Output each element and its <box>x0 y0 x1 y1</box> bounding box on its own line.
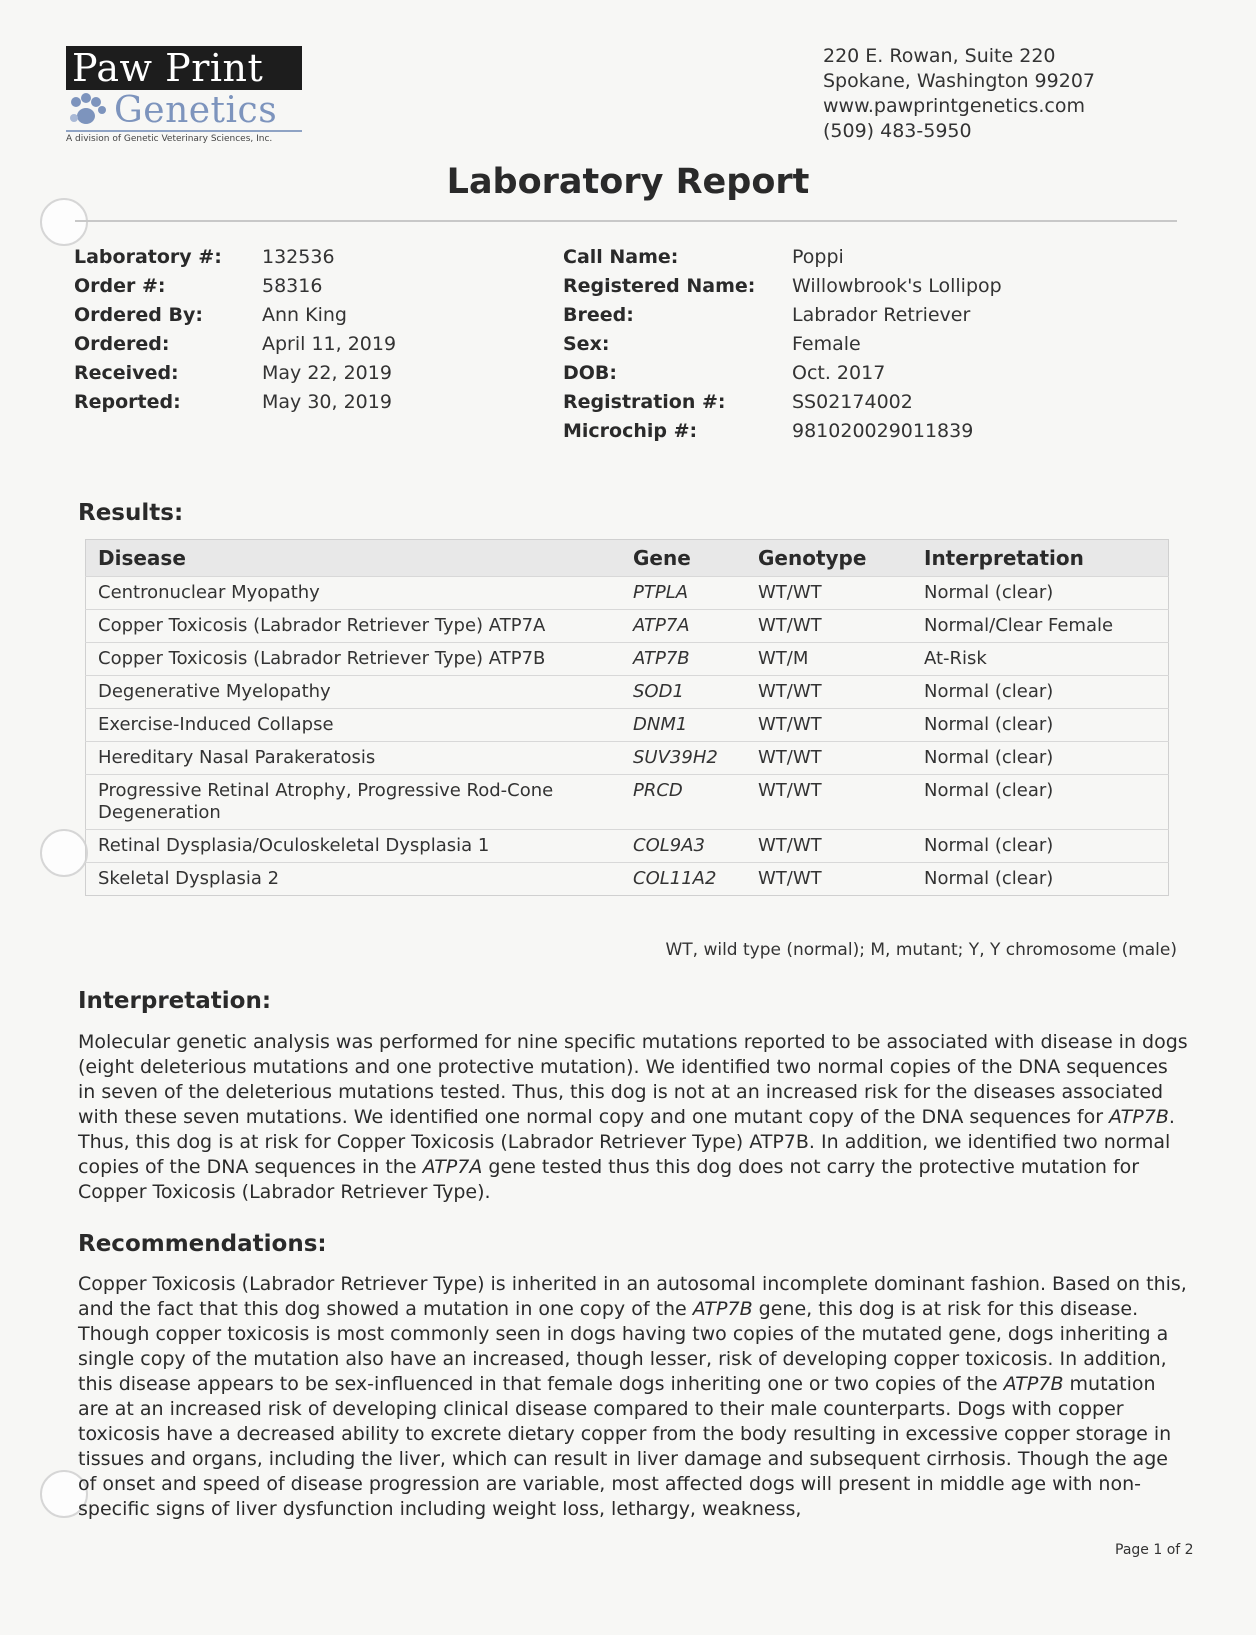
dog-info <box>563 242 1002 445</box>
text-run: gene tested thus this dog does not carry the protective mutation for Copper Toxicosis (Labrador Retriever Type). <box>78 1156 1140 1203</box>
info-value: 981020029011839 <box>792 419 974 442</box>
cell-genotype: WT/WT <box>746 742 912 775</box>
info-label: Call Name: <box>563 245 679 268</box>
info-row <box>74 387 396 416</box>
info-label: Ordered: <box>74 332 170 355</box>
info-value: 58316 <box>262 274 323 297</box>
info-label: Registered Name: <box>563 274 756 297</box>
table-row <box>86 863 1169 896</box>
cell-interpretation: Normal (clear) <box>912 863 1169 896</box>
text-run: Copper Toxicosis (Labrador Retriever Type) is inherited in an autosomal incomplete dominant fashion. Based on this, and the fact that this dog showed a mutation in one copy of the <box>78 1273 1187 1320</box>
info-label: Sex: <box>563 332 610 355</box>
info-value: May 22, 2019 <box>262 361 392 384</box>
cell-disease: Progressive Retinal Atrophy, Progressive Rod-Cone Degeneration <box>86 775 622 830</box>
table-row <box>86 676 1169 709</box>
table-row <box>86 577 1169 610</box>
address-phone: (509) 483-5950 <box>823 120 972 142</box>
interpretation-heading: Interpretation: <box>78 988 272 1014</box>
logo-subtitle: A division of Genetic Veterinary Sciences, Inc. <box>66 134 273 144</box>
cell-interpretation: Normal (clear) <box>912 830 1169 863</box>
cell-disease: Copper Toxicosis (Labrador Retriever Type) ATP7B <box>86 643 622 676</box>
cell-gene: COL11A2 <box>621 863 746 896</box>
text-run: mutation are at an increased risk of developing clinical disease compared to their male counterparts. Dogs with copper toxicosis have a decreased ability to excrete dietary copper from the body resulting in excessive copper storage in tissues and organs, including the liver, which can result in liver damage and subsequent cirrhosis. Though the age of onset and speed of disease progression are variable, most affected dogs will present in middle age with non-specific signs of liver dysfunction including weight loss, lethargy, weakness, <box>78 1373 1172 1520</box>
company-logo <box>66 46 302 144</box>
cell-genotype: WT/WT <box>746 709 912 742</box>
info-row <box>74 300 396 329</box>
title-divider <box>75 220 1177 222</box>
gene-name: ATP7A <box>422 1156 483 1178</box>
info-label: Registration #: <box>563 390 726 413</box>
info-row <box>563 416 1002 445</box>
info-row <box>74 358 396 387</box>
info-row <box>563 271 1002 300</box>
cell-gene: PRCD <box>621 775 746 830</box>
cell-disease: Retinal Dysplasia/Oculoskeletal Dysplasia 1 <box>86 830 622 863</box>
column-header-genotype: Genotype <box>746 540 912 577</box>
cell-genotype: WT/WT <box>746 610 912 643</box>
info-label: DOB: <box>563 361 618 384</box>
cell-interpretation: Normal (clear) <box>912 775 1169 830</box>
cell-interpretation: Normal/Clear Female <box>912 610 1169 643</box>
table-row <box>86 830 1169 863</box>
text-run: gene, this dog is at risk for this disease. Though copper toxicosis is most commonly seen in dogs having two copies of the mutated gene, dogs inheriting a single copy of the mutation also have an increased, though lesser, risk of developing copper toxicosis. In addition, this disease appears to be sex-influenced in that female dogs inheriting one or two copies of the <box>78 1298 1169 1395</box>
cell-disease: Skeletal Dysplasia 2 <box>86 863 622 896</box>
address-web[interactable]: www.pawprintgenetics.com <box>823 95 1085 117</box>
info-label: Microchip #: <box>563 419 698 442</box>
paw-icon <box>66 92 110 128</box>
logo-line1: Paw Print <box>66 46 302 90</box>
info-row <box>74 329 396 358</box>
text-run: . Thus, this dog is at risk for Copper Toxicosis (Labrador Retriever Type) ATP7B. In addition, we identified two normal copies of the DNA sequences in the <box>78 1106 1175 1178</box>
cell-interpretation: Normal (clear) <box>912 709 1169 742</box>
info-row <box>563 329 1002 358</box>
info-value: Oct. 2017 <box>792 361 886 384</box>
company-address <box>823 44 1095 144</box>
table-row <box>86 709 1169 742</box>
info-row <box>74 242 396 271</box>
info-label: Breed: <box>563 303 634 326</box>
info-label: Reported: <box>74 390 181 413</box>
cell-genotype: WT/M <box>746 643 912 676</box>
info-row <box>563 300 1002 329</box>
hole-punch-top <box>40 198 88 246</box>
cell-gene: COL9A3 <box>621 830 746 863</box>
info-label: Laboratory #: <box>74 245 222 268</box>
cell-interpretation: Normal (clear) <box>912 742 1169 775</box>
info-label: Order #: <box>74 274 166 297</box>
cell-gene: PTPLA <box>621 577 746 610</box>
hole-punch-middle <box>40 829 88 877</box>
gene-name: ATP7B <box>692 1298 753 1320</box>
table-row <box>86 610 1169 643</box>
info-value: May 30, 2019 <box>262 390 392 413</box>
recommendations-paragraph <box>78 1272 1188 1522</box>
cell-interpretation: Normal (clear) <box>912 577 1169 610</box>
text-run: Molecular genetic analysis was performed for nine specific mutations reported to be associated with disease in dogs (eight deleterious mutations and one protective mutation). We identified two normal copies of the DNA sequences in seven of the deleterious mutations tested. Thus, this dog is not at an increased risk for the diseases associated with these seven mutations. We identified one normal copy and one mutant copy of the DNA sequences for <box>78 1031 1188 1128</box>
cell-interpretation: Normal (clear) <box>912 676 1169 709</box>
cell-genotype: WT/WT <box>746 577 912 610</box>
info-value: SS02174002 <box>792 390 913 413</box>
cell-interpretation: At-Risk <box>912 643 1169 676</box>
info-value: Poppi <box>792 245 844 268</box>
info-label: Received: <box>74 361 179 384</box>
info-row <box>563 358 1002 387</box>
gene-name: ATP7B <box>1003 1373 1064 1395</box>
cell-disease: Centronuclear Myopathy <box>86 577 622 610</box>
info-label: Ordered By: <box>74 303 203 326</box>
info-row <box>563 387 1002 416</box>
cell-disease: Exercise-Induced Collapse <box>86 709 622 742</box>
gene-name: ATP7B <box>1109 1106 1169 1128</box>
order-info <box>74 242 396 416</box>
table-row <box>86 775 1169 830</box>
table-row <box>86 742 1169 775</box>
info-value: 132536 <box>262 245 335 268</box>
address-city: Spokane, Washington 99207 <box>823 70 1096 92</box>
logo-line2: Genetics <box>114 89 278 131</box>
table-header-row <box>86 540 1169 577</box>
report-title: Laboratory Report <box>446 162 810 202</box>
info-row <box>563 242 1002 271</box>
column-header-gene: Gene <box>621 540 746 577</box>
cell-disease: Copper Toxicosis (Labrador Retriever Type) ATP7A <box>86 610 622 643</box>
info-value: Willowbrook's Lollipop <box>792 274 1002 297</box>
info-value: Female <box>792 332 861 355</box>
interpretation-paragraph <box>78 1030 1188 1205</box>
table-row <box>86 643 1169 676</box>
cell-gene: ATP7A <box>621 610 746 643</box>
cell-genotype: WT/WT <box>746 775 912 830</box>
genotype-legend: WT, wild type (normal); M, mutant; Y, Y chromosome (male) <box>665 940 1177 960</box>
results-heading: Results: <box>78 500 184 526</box>
info-row <box>74 271 396 300</box>
cell-gene: SOD1 <box>621 676 746 709</box>
info-value: Labrador Retriever <box>792 303 971 326</box>
cell-disease: Hereditary Nasal Parakeratosis <box>86 742 622 775</box>
info-value: April 11, 2019 <box>262 332 397 355</box>
recommendations-heading: Recommendations: <box>78 1231 327 1257</box>
column-header-interpretation: Interpretation <box>912 540 1169 577</box>
cell-disease: Degenerative Myelopathy <box>86 676 622 709</box>
cell-gene: ATP7B <box>621 643 746 676</box>
cell-genotype: WT/WT <box>746 830 912 863</box>
info-value: Ann King <box>262 303 347 326</box>
column-header-disease: Disease <box>86 540 622 577</box>
page-number: Page 1 of 2 <box>1115 1542 1194 1558</box>
cell-genotype: WT/WT <box>746 863 912 896</box>
results-table <box>85 539 1169 896</box>
address-street: 220 E. Rowan, Suite 220 <box>823 45 1056 67</box>
cell-gene: SUV39H2 <box>621 742 746 775</box>
cell-genotype: WT/WT <box>746 676 912 709</box>
cell-gene: DNM1 <box>621 709 746 742</box>
